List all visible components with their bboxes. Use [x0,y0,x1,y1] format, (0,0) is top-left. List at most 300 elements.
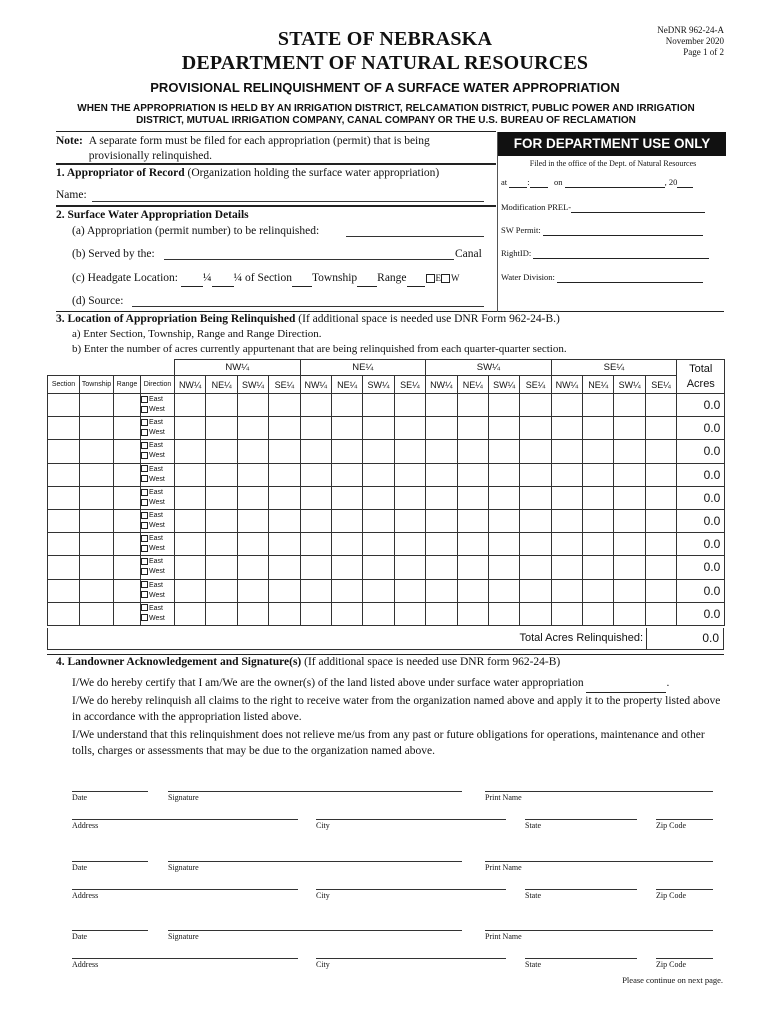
acres-cell[interactable] [583,440,614,463]
acres-cell[interactable] [583,602,614,625]
acres-cell[interactable] [206,417,237,440]
acres-cell[interactable] [363,509,394,532]
acres-cell[interactable] [520,602,551,625]
township-cell[interactable] [80,509,114,532]
acres-cell[interactable] [645,463,676,486]
total-acres-value[interactable]: 0.0 [646,628,723,649]
west-checkbox[interactable] [141,522,148,529]
acres-cell[interactable] [394,556,425,579]
acres-cell[interactable] [363,486,394,509]
row-total-cell[interactable]: 0.0 [677,602,725,625]
zip-code-input[interactable] [656,819,713,820]
acres-cell[interactable] [645,509,676,532]
acres-cell[interactable] [363,533,394,556]
section-cell[interactable] [48,486,80,509]
filed-hour-input[interactable] [509,177,527,188]
west-checkbox[interactable] [441,274,450,283]
section-cell[interactable] [48,509,80,532]
acres-cell[interactable] [457,463,488,486]
range-cell[interactable] [114,579,141,602]
date-label: Date [72,932,88,941]
acres-cell[interactable] [394,486,425,509]
city-input[interactable] [316,958,506,959]
acres-cell[interactable] [394,463,425,486]
acres-cell[interactable] [583,486,614,509]
acres-cell[interactable] [269,440,300,463]
acres-cell[interactable] [457,509,488,532]
note-label: Note: [56,135,83,147]
date-input[interactable] [72,791,148,792]
acres-cell[interactable] [614,440,645,463]
headgate-section-input[interactable] [292,271,312,287]
name-input[interactable] [92,201,484,202]
acres-cell[interactable] [300,440,331,463]
acres-cell[interactable] [175,440,206,463]
east-checkbox[interactable] [141,489,148,496]
signature-input[interactable] [168,930,462,931]
range-cell[interactable] [114,463,141,486]
acres-cell[interactable] [520,579,551,602]
department-use-header: FOR DEPARTMENT USE ONLY [498,132,726,156]
acres-cell[interactable] [237,509,268,532]
acres-cell[interactable] [269,579,300,602]
source-label: (d) Source: [72,295,124,307]
water-division-input[interactable] [557,272,703,283]
acres-cell[interactable] [206,486,237,509]
west-checkbox[interactable] [141,429,148,436]
acres-cell[interactable] [488,440,519,463]
acres-cell[interactable] [614,602,645,625]
quarter-quarter-header: NE¼ [206,376,237,394]
acres-cell[interactable] [394,440,425,463]
township-cell[interactable] [80,463,114,486]
zip-code-input[interactable] [656,958,713,959]
west-checkbox[interactable] [141,568,148,575]
headgate-township-input[interactable] [357,271,377,287]
acres-cell[interactable] [269,417,300,440]
headgate-quarter2-input[interactable] [212,271,234,287]
east-checkbox[interactable] [141,512,148,519]
acres-cell[interactable] [488,556,519,579]
acres-cell[interactable] [426,509,457,532]
page-title [0,27,770,75]
acres-cell[interactable] [237,440,268,463]
quarter-quarter-header: NE¼ [583,376,614,394]
direction-cell [141,417,175,440]
east-checkbox[interactable] [141,581,148,588]
township-cell[interactable] [80,486,114,509]
acres-cell[interactable] [457,579,488,602]
acres-cell[interactable] [363,556,394,579]
city-input[interactable] [316,819,506,820]
modification-input[interactable] [571,202,705,213]
acres-cell[interactable] [394,417,425,440]
acres-cell[interactable] [300,394,331,417]
modification-row [501,202,725,213]
acres-cell[interactable] [206,533,237,556]
acres-cell[interactable] [551,440,582,463]
acres-cell[interactable] [206,463,237,486]
address-input[interactable] [72,958,298,959]
row-total-cell[interactable]: 0.0 [677,463,725,486]
acres-cell[interactable] [551,602,582,625]
east-option-label: East [149,604,164,612]
acres-cell[interactable] [331,579,362,602]
acres-cell[interactable] [614,579,645,602]
divider [47,654,724,655]
range-cell[interactable] [114,417,141,440]
acres-cell[interactable] [488,602,519,625]
east-checkbox[interactable] [141,535,148,542]
acres-cell[interactable] [488,579,519,602]
acres-cell[interactable] [394,394,425,417]
acres-cell[interactable] [331,533,362,556]
acres-cell[interactable] [520,394,551,417]
acres-cell[interactable] [583,533,614,556]
print-name-input[interactable] [485,791,713,792]
west-checkbox[interactable] [141,452,148,459]
row-total-cell[interactable]: 0.0 [677,417,725,440]
section-3-title: 3. Location of Appropriation Being Relinquished [56,313,296,325]
acres-cell[interactable] [488,417,519,440]
acres-cell[interactable] [237,579,268,602]
acres-cell[interactable] [269,509,300,532]
acres-cell[interactable] [426,440,457,463]
state-label: State [525,960,541,969]
acres-cell[interactable] [363,579,394,602]
state-input[interactable] [525,958,637,959]
acres-cell[interactable] [520,417,551,440]
east-checkbox[interactable] [141,465,148,472]
acres-cell[interactable] [426,556,457,579]
acres-cell[interactable] [300,556,331,579]
acres-cell[interactable] [206,556,237,579]
west-checkbox[interactable] [141,545,148,552]
acres-cell[interactable] [614,556,645,579]
acres-cell[interactable] [237,463,268,486]
acres-cell[interactable] [331,556,362,579]
state-input[interactable] [525,889,637,890]
acres-cell[interactable] [614,417,645,440]
acres-cell[interactable] [300,509,331,532]
print-name-input[interactable] [485,861,713,862]
acres-cell[interactable] [520,440,551,463]
acres-cell[interactable] [331,463,362,486]
acres-cell[interactable] [363,463,394,486]
filed-date-input[interactable] [565,177,665,188]
acres-cell[interactable] [426,533,457,556]
headgate-label: (c) Headgate Location: [72,272,181,284]
range-cell[interactable] [114,486,141,509]
acres-cell[interactable] [426,579,457,602]
range-cell[interactable] [114,509,141,532]
acres-cell[interactable] [175,509,206,532]
acres-cell[interactable] [551,533,582,556]
address-input[interactable] [72,819,298,820]
township-cell[interactable] [80,417,114,440]
acres-cell[interactable] [645,579,676,602]
township-cell[interactable] [80,556,114,579]
east-label: E [435,273,442,283]
acres-cell[interactable] [363,417,394,440]
date-input[interactable] [72,861,148,862]
acres-cell[interactable] [488,509,519,532]
acres-cell[interactable] [583,579,614,602]
quarter-quarter-header: SW¼ [237,376,268,394]
served-by-input[interactable] [164,259,454,260]
acres-cell[interactable] [363,440,394,463]
form-date: November 2020 [665,36,724,46]
section-cell[interactable] [48,394,80,417]
acres-cell[interactable] [457,417,488,440]
acres-cell[interactable] [331,394,362,417]
township-cell[interactable] [80,533,114,556]
range-cell[interactable] [114,556,141,579]
total-header-line1: Total [689,362,713,375]
acres-cell[interactable] [206,394,237,417]
acres-cell[interactable] [457,440,488,463]
acres-cell[interactable] [520,463,551,486]
signature-label: Signature [168,932,199,941]
acres-cell[interactable] [331,509,362,532]
acres-cell[interactable] [269,463,300,486]
acres-cell[interactable] [583,463,614,486]
acres-cell[interactable] [645,417,676,440]
acres-cell[interactable] [269,486,300,509]
acres-cell[interactable] [488,394,519,417]
acres-cell[interactable] [300,533,331,556]
range-cell[interactable] [114,602,141,625]
acres-cell[interactable] [331,486,362,509]
east-checkbox[interactable] [141,419,148,426]
acres-cell[interactable] [614,394,645,417]
headgate-range-input[interactable] [407,271,425,287]
west-checkbox[interactable] [141,475,148,482]
headgate-quarter1-input[interactable] [181,271,203,287]
acres-cell[interactable] [206,579,237,602]
row-total-cell[interactable]: 0.0 [677,486,725,509]
row-total-cell[interactable]: 0.0 [677,579,725,602]
acres-cell[interactable] [520,509,551,532]
acres-cell[interactable] [426,417,457,440]
row-total-cell[interactable]: 0.0 [677,509,725,532]
acres-cell[interactable] [394,509,425,532]
range-cell[interactable] [114,440,141,463]
acres-cell[interactable] [300,486,331,509]
west-checkbox[interactable] [141,406,148,413]
acres-cell[interactable] [269,533,300,556]
zip-code-input[interactable] [656,889,713,890]
divider [56,131,496,132]
acres-cell[interactable] [237,417,268,440]
acres-cell[interactable] [300,602,331,625]
row-total-cell[interactable]: 0.0 [677,394,725,417]
acres-cell[interactable] [237,486,268,509]
row-total-cell[interactable]: 0.0 [677,440,725,463]
acres-cell[interactable] [488,533,519,556]
acres-cell[interactable] [394,579,425,602]
acres-cell[interactable] [394,533,425,556]
acres-cell[interactable] [583,509,614,532]
acres-cell[interactable] [645,394,676,417]
township-cell[interactable] [80,394,114,417]
west-checkbox[interactable] [141,591,148,598]
direction-cell [141,463,175,486]
city-input[interactable] [316,889,506,890]
acres-cell[interactable] [331,602,362,625]
acres-cell[interactable] [175,463,206,486]
acres-cell[interactable] [583,394,614,417]
source-input[interactable] [132,306,484,307]
section-cell[interactable] [48,417,80,440]
east-checkbox[interactable] [141,604,148,611]
acres-cell[interactable] [426,486,457,509]
acres-cell[interactable] [206,440,237,463]
appropriation-number-input[interactable] [346,236,484,237]
acres-cell[interactable] [300,579,331,602]
range-cell[interactable] [114,533,141,556]
acres-cell[interactable] [645,556,676,579]
acres-cell[interactable] [269,556,300,579]
direction-cell [141,556,175,579]
quarter-header: NW¼ [175,360,301,376]
acres-cell[interactable] [237,533,268,556]
signature-input[interactable] [168,861,462,862]
section-cell[interactable] [48,440,80,463]
signature-input[interactable] [168,791,462,792]
acres-cell[interactable] [645,602,676,625]
print-name-input[interactable] [485,930,713,931]
acres-cell[interactable] [614,533,645,556]
table-row [48,417,725,440]
acres-cell[interactable] [363,602,394,625]
township-cell[interactable] [80,579,114,602]
row-total-cell[interactable]: 0.0 [677,533,725,556]
at-label: at [501,177,508,187]
acres-cell[interactable] [426,463,457,486]
acres-cell[interactable] [488,486,519,509]
total-acres-label: Total Acres Relinquished: [519,632,643,644]
acres-cell[interactable] [520,486,551,509]
filed-year-input[interactable] [677,177,693,188]
acres-cell[interactable] [175,394,206,417]
acres-cell[interactable] [331,440,362,463]
acres-cell[interactable] [457,602,488,625]
acres-cell[interactable] [237,602,268,625]
acres-cell[interactable] [457,556,488,579]
acres-cell[interactable] [614,463,645,486]
acres-cell[interactable] [175,579,206,602]
acres-cell[interactable] [426,602,457,625]
acres-cell[interactable] [394,602,425,625]
date-input[interactable] [72,930,148,931]
section-cell[interactable] [48,579,80,602]
acres-cell[interactable] [457,486,488,509]
acres-cell[interactable] [206,509,237,532]
acres-cell[interactable] [583,417,614,440]
acres-cell[interactable] [175,417,206,440]
acres-cell[interactable] [206,602,237,625]
acres-cell[interactable] [645,486,676,509]
acres-cell[interactable] [551,394,582,417]
acres-cell[interactable] [520,556,551,579]
section-cell[interactable] [48,533,80,556]
acres-cell[interactable] [614,486,645,509]
direction-cell [141,509,175,532]
acres-cell[interactable] [300,463,331,486]
acres-cell[interactable] [551,417,582,440]
acres-cell[interactable] [175,533,206,556]
acres-cell[interactable] [488,463,519,486]
acres-cell[interactable] [457,533,488,556]
acres-cell[interactable] [237,394,268,417]
section-3-instruction-b: b) Enter the number of acres currently appurtenant that are being relinquished from each quarter-quarter section. [72,343,567,355]
acres-cell[interactable] [583,556,614,579]
column-township: Township [80,376,114,394]
address-label: Address [72,960,99,969]
acres-cell[interactable] [363,394,394,417]
township-cell[interactable] [80,602,114,625]
east-checkbox[interactable] [141,442,148,449]
state-input[interactable] [525,819,637,820]
right-id-input[interactable] [533,248,709,259]
row-total-cell[interactable]: 0.0 [677,556,725,579]
west-label: W [451,273,460,283]
section-cell[interactable] [48,602,80,625]
east-checkbox[interactable] [141,396,148,403]
sw-permit-input[interactable] [543,225,703,236]
acres-cell[interactable] [457,394,488,417]
canal-label: Canal [455,248,482,260]
filed-minute-input[interactable] [530,177,548,188]
acres-cell[interactable] [175,486,206,509]
west-checkbox[interactable] [141,614,148,621]
acres-cell[interactable] [269,602,300,625]
acres-cell[interactable] [645,533,676,556]
city-label: City [316,821,330,830]
acres-cell[interactable] [551,579,582,602]
form-number: NeDNR 962-24-A [657,25,724,35]
acres-cell[interactable] [551,463,582,486]
quarter-quarter-header: NW¼ [426,376,457,394]
west-checkbox[interactable] [141,499,148,506]
address-input[interactable] [72,889,298,890]
range-label: Range [377,272,407,284]
acres-cell[interactable] [645,440,676,463]
range-cell[interactable] [114,394,141,417]
water-division-row [501,272,725,283]
acres-cell[interactable] [551,509,582,532]
acres-cell[interactable] [426,394,457,417]
acres-cell[interactable] [175,602,206,625]
acres-cell[interactable] [331,417,362,440]
township-cell[interactable] [80,440,114,463]
east-checkbox[interactable] [141,558,148,565]
acres-cell[interactable] [614,509,645,532]
acres-cell[interactable] [269,394,300,417]
acres-cell[interactable] [551,486,582,509]
section-cell[interactable] [48,463,80,486]
appropriation-reference-input[interactable] [586,676,666,693]
acres-cell[interactable] [175,556,206,579]
acres-cell[interactable] [551,556,582,579]
east-checkbox[interactable] [426,274,435,283]
acres-cell[interactable] [300,417,331,440]
continue-note: Please continue on next page. [622,975,723,985]
acres-cell[interactable] [520,533,551,556]
acres-cell[interactable] [237,556,268,579]
section-cell[interactable] [48,556,80,579]
